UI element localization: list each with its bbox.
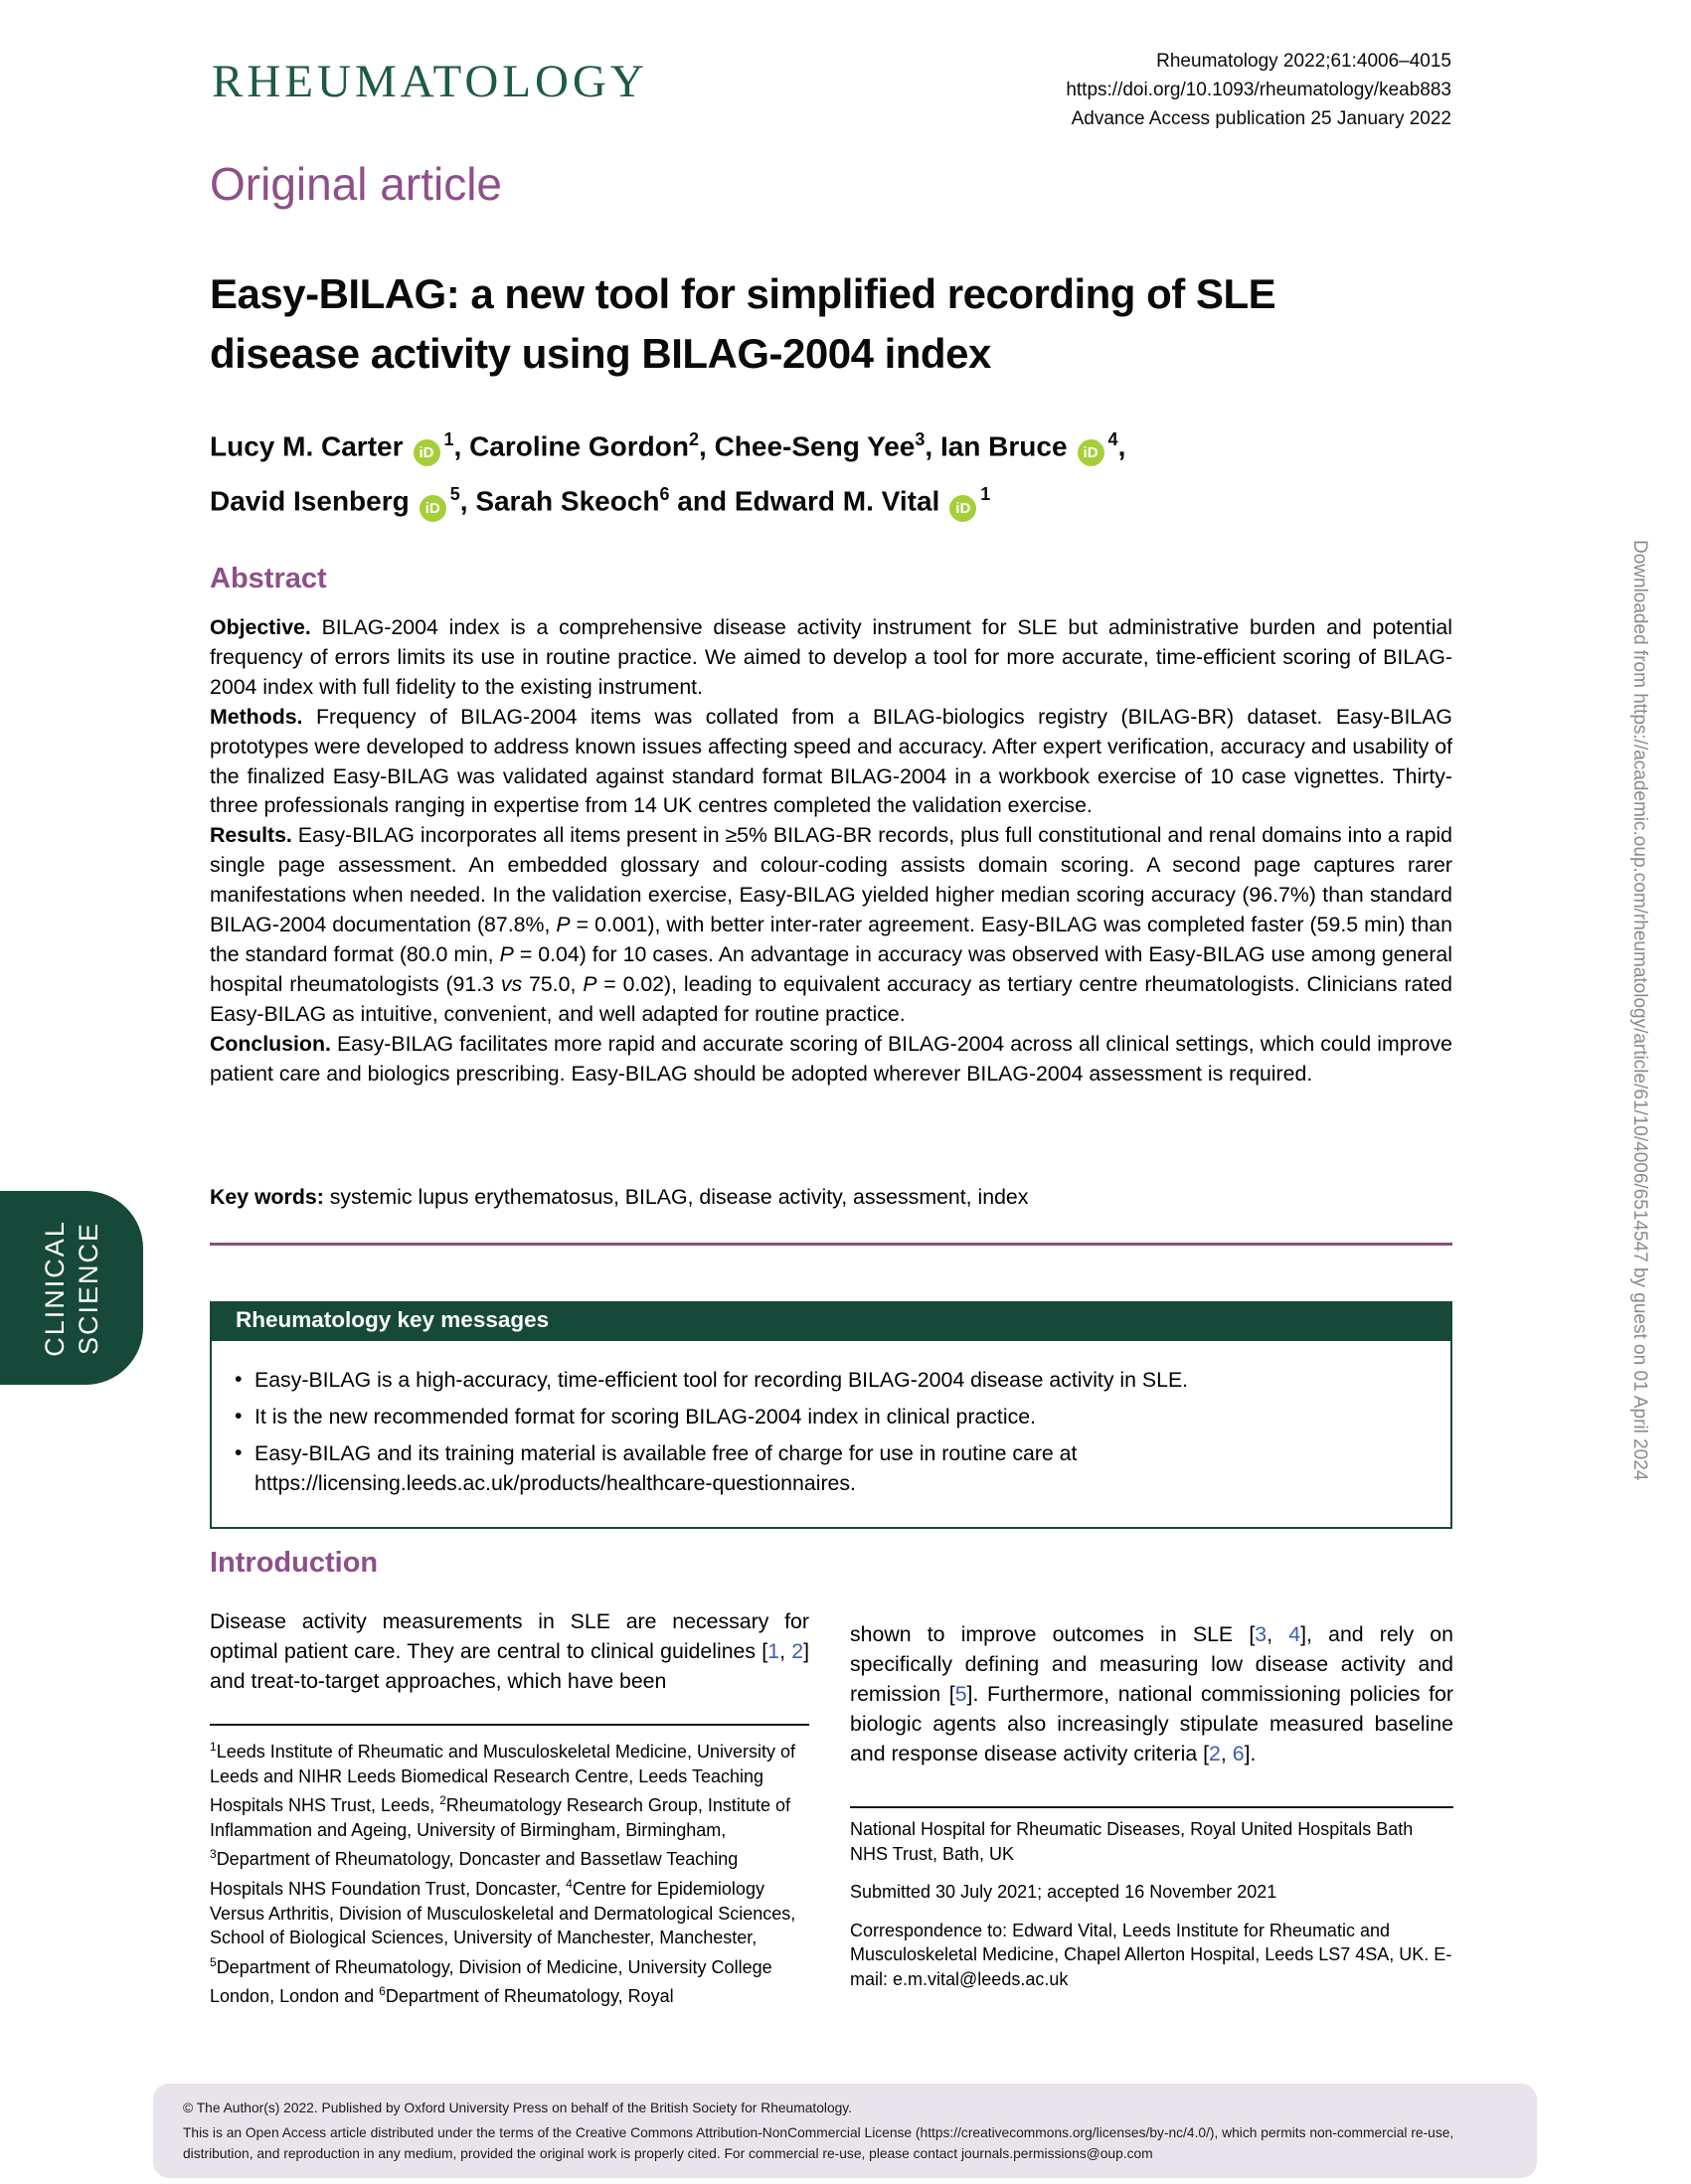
orcid-icon[interactable]: iD [420, 495, 446, 522]
reference-link[interactable]: 5 [954, 1682, 967, 1706]
key-messages-box [210, 1301, 1452, 1529]
footnote-divider [210, 1724, 809, 1726]
abstract-paragraph: Conclusion. Easy-BILAG facilitates more rapid and accurate scoring of BILAG-2004 across all clinical settings, which could improve patient care and biologics prescribing. Easy-BILAG should be adopted wherever BILAG-2004 assessment is required. [210, 1031, 1452, 1086]
author-affiliation-number: 6 [659, 484, 670, 505]
abstract-section-label: Conclusion. [210, 1031, 331, 1056]
masthead-meta [855, 47, 1451, 133]
author-name: Edward M. Vital [734, 485, 940, 517]
key-messages-body [212, 1341, 1450, 1527]
journal-citation: Rheumatology 2022;61:4006–4015 [1156, 51, 1451, 72]
reference-link[interactable]: 3 [1255, 1622, 1268, 1646]
author-name: Sarah Skeoch [475, 485, 660, 517]
footnote-divider [850, 1806, 1453, 1808]
author-affiliation-number: 1 [443, 429, 454, 449]
abstract-paragraph: Results. Easy-BILAG incorporates all items present in ≥5% BILAG-BR records, plus full constitutional and renal domains into a rapid single page assessment. An embedded glossary and colour-coding assists domain scoring. A second page captures rarer manifestations when needed. In the validation exercise, Easy-BILAG yielded higher median scoring accuracy (96.7%) than standard BILAG-2004 documentation (87.8%, P = 0.001), with better inter-rater agreement. Easy-BILAG was completed faster (59.5 min) than the standard format (80.0 min, P = 0.04) for 10 cases. An advantage in accuracy was observed with Easy-BILAG use among general hospital rheumatologists (91.3 vs 75.0, P = 0.02), leading to equivalent accuracy as tertiary centre rheumatologists. Clinicians rated Easy-BILAG as intuitive, convenient, and well adapted for routine practice. [210, 823, 1453, 1026]
section-divider-rule [210, 1243, 1452, 1246]
clinical-science-tab [0, 1191, 143, 1385]
author-list: Lucy M. Carter $iD^1$, Caroline Gordon$^2$, Chee-Seng Yee$^3$, Ian Bruce $iD^4$, David Isenberg $iD^5$, Sarah Skeoch$^6$ and Edward M. Vital $iD^1$ [210, 416, 1462, 526]
key-message-item: • Easy-BILAG and its training material is available free of charge for use in routine care at https://licensing.leeds.ac.uk/products/healthcare-questionnaires. [228, 1438, 1425, 1498]
author-name: Caroline Gordon [469, 430, 689, 462]
reference-link[interactable]: 4 [1288, 1622, 1301, 1646]
footnote-item: National Hospital for Rheumatic Diseases, Royal United Hospitals Bath NHS Trust, Bath, UK [850, 1819, 1414, 1864]
copyright-line: © The Author(s) 2022. Published by Oxford University Press on behalf of the British Society for Rheumatology. [183, 2100, 853, 2115]
correspondence-footnote [850, 1806, 1453, 1992]
affiliations-footnote [210, 1724, 809, 2009]
abstract-heading: Abstract [210, 563, 327, 594]
article-title: Easy-BILAG: a new tool for simplified recording of SLE disease activity using BILAG-2004 index [210, 270, 1276, 377]
orcid-icon[interactable]: iD [1078, 439, 1104, 466]
journal-logo: RHEUMATOLOGY [212, 56, 648, 107]
keywords-label: Key words: [210, 1185, 324, 1209]
article-type-label: Original article [210, 158, 502, 210]
reference-link[interactable]: 2 [791, 1639, 804, 1663]
key-message-item: • Easy-BILAG is a high-accuracy, time-efficient tool for recording BILAG-2004 disease activity in SLE. [228, 1365, 1425, 1395]
introduction-left-column [210, 1547, 809, 2009]
correspondence-items [850, 1817, 1453, 1992]
orcid-icon[interactable]: iD [414, 439, 440, 466]
abstract-body [210, 613, 1452, 1090]
doi-link[interactable]: https://doi.org/10.1093/rheumatology/keab883 [1066, 80, 1451, 100]
author-affiliation-number: 2 [688, 429, 699, 449]
abstract-paragraph: Objective. BILAG-2004 index is a comprehensive disease activity instrument for SLE but administrative burden and potential frequency of errors limits its use in routine practice. We aimed to develop a tool for more accurate, time-efficient scoring of BILAG-2004 index with full fidelity to the existing instrument. [210, 615, 1452, 699]
footnote-item: Correspondence to: Edward Vital, Leeds Institute for Rheumatic and Musculoskeletal Medicine, Chapel Allerton Hospital, Leeds LS7 4SA, UK. E-mail: e.m.vital@leeds.ac.uk [850, 1920, 1452, 1989]
reference-link[interactable]: 6 [1232, 1742, 1245, 1765]
author-affiliation-number: 3 [915, 429, 926, 449]
author-name: David Isenberg [210, 485, 410, 517]
footnote-item: Submitted 30 July 2021; accepted 16 November 2021 [850, 1882, 1277, 1903]
reference-link[interactable]: 2 [1209, 1742, 1221, 1765]
affiliations-text: $^1$Leeds Institute of Rheumatic and Musculoskeletal Medicine, University of Leeds and NIHR Leeds Biomedical Research Centre, Leeds Teaching Hospitals NHS Trust, Leeds, $^2$Rheumatology Research Group, Institute of Inflammation and Ageing, University of Birmingham, Birmingham, $^3$Department of Rheumatology, Doncaster and Bassetlaw Teaching Hospitals NHS Foundation Trust, Doncaster, $^4$Centre for Epidemiology Versus Arthritis, Division of Musculoskeletal and Dermatological Sciences, School of Biological Sciences, University of Manchester, Manchester, $^5$Department of Rheumatology, Division of Medicine, University College London, London and $^6$Department of Rheumatology, Royal [210, 1740, 796, 2007]
author-affiliation-number: 5 [449, 484, 460, 505]
key-messages-list [228, 1365, 1425, 1498]
key-messages-heading: Rheumatology key messages [212, 1303, 1450, 1341]
abstract-section-label: Methods. [210, 704, 303, 729]
license-line: This is an Open Access article distributed under the terms of the Creative Commons Attribution-NonCommercial License (https://creativecommons.org/licenses/by-nc/4.0/), which permits non-commercial re-use, distribution, and reproduction in any medium, provided the original work is properly cited. For commercial re-use, please contact journals.permissions@oup.com [183, 2125, 1454, 2161]
key-message-item: • It is the new recommended format for scoring BILAG-2004 index in clinical practice. [228, 1402, 1425, 1431]
author-affiliation-number: 4 [1107, 429, 1118, 449]
copyright-footer [153, 2084, 1537, 2178]
author-name: Lucy M. Carter [210, 430, 404, 462]
introduction-paragraph-right: shown to improve outcomes in SLE [3, 4], and rely on specifically defining and measuring low disease activity and remission [5]. Furthermore, national commissioning policies for biologic agents also increasingly stipulate measured baseline and response disease activity criteria [2, 6]. [850, 1622, 1453, 1765]
author-name: Chee-Seng Yee [714, 430, 916, 462]
abstract-section-label: Objective. [210, 615, 311, 639]
abstract-paragraph: Methods. Frequency of BILAG-2004 items was collated from a BILAG-biologics registry (BILAG-BR) dataset. Easy-BILAG prototypes were developed to address known issues affecting speed and accuracy. After expert verification, accuracy and usability of the finalized Easy-BILAG was validated against standard format BILAG-2004 in a workbook exercise of 10 case vignettes. Thirty-three professionals ranging in expertise from 14 UK centres completed the validation exercise. [210, 704, 1452, 818]
advance-access-date: Advance Access publication 25 January 2022 [1071, 108, 1451, 129]
introduction-right-column [850, 1547, 1453, 1992]
orcid-icon[interactable]: iD [949, 495, 976, 522]
keywords-text: systemic lupus erythematosus, BILAG, disease activity, assessment, index [329, 1185, 1029, 1209]
author-affiliation-number: 1 [980, 484, 991, 505]
reference-link[interactable]: 1 [767, 1639, 780, 1663]
author-name: Ian Bruce [939, 430, 1068, 462]
keywords-line [210, 1185, 1028, 1210]
introduction-paragraph-left: Disease activity measurements in SLE are necessary for optimal patient care. They are central to clinical guidelines [1, 2] and treat-to-target approaches, which have been [210, 1609, 809, 1693]
abstract-section-label: Results. [210, 823, 292, 848]
download-watermark: Downloaded from https://academic.oup.com/rheumatology/article/61/10/4006/6514547 by guest on 01 April 2024 [1629, 540, 1650, 1481]
introduction-heading: Introduction [210, 1547, 379, 1579]
clinical-science-tab-label: CLINICAL SCIENCE [40, 1219, 103, 1357]
